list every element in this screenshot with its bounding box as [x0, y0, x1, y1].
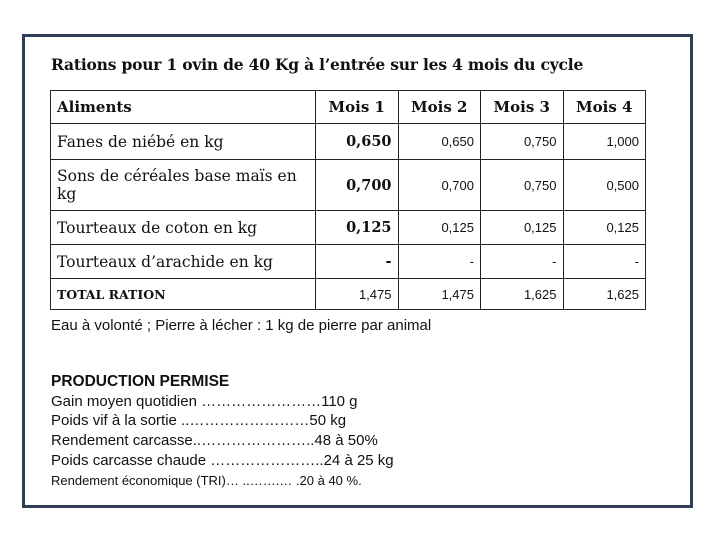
- cell-mois-1: -: [316, 245, 399, 279]
- cell-mois-1: 0,700: [316, 160, 399, 211]
- row-aliment: Tourteaux d’arachide en kg: [51, 245, 316, 279]
- cell-total-mois-4: 1,625: [563, 279, 646, 310]
- water-note: Eau à volonté ; Pierre à lécher : 1 kg de pierre par animal: [51, 317, 432, 334]
- table-row: [51, 160, 646, 211]
- header-aliments: Aliments: [51, 91, 316, 124]
- row-aliment: Tourteaux de coton en kg: [51, 211, 316, 245]
- cell-mois-3: -: [481, 245, 564, 279]
- table-row: [51, 124, 646, 160]
- header-mois-1: Mois 1: [316, 91, 399, 124]
- cell-mois-3: 0,750: [481, 160, 564, 211]
- cell-mois-4: -: [563, 245, 646, 279]
- cell-mois-1: 0,125: [316, 211, 399, 245]
- production-line: Poids carcasse chaude …………………..24 à 25 kg: [51, 452, 394, 469]
- table-header-row: [51, 91, 646, 124]
- cell-mois-2: 0,125: [398, 211, 481, 245]
- page-title: Rations pour 1 ovin de 40 Kg à l’entrée sur les 4 mois du cycle: [51, 55, 584, 74]
- cell-total-mois-2: 1,475: [398, 279, 481, 310]
- production-title: PRODUCTION PERMISE: [51, 373, 230, 390]
- cell-mois-3: 0,125: [481, 211, 564, 245]
- production-line: Poids vif à la sortie ..……………………50 kg: [51, 412, 347, 429]
- document-frame: [22, 34, 693, 508]
- table-total-row: [51, 279, 646, 310]
- cell-mois-4: 0,125: [563, 211, 646, 245]
- production-line: Rendement carcasse..…………………..48 à 50%: [51, 432, 378, 449]
- production-line: Rendement économique (TRI)… ..…….… .20 à 40 %.: [51, 473, 362, 488]
- cell-mois-4: 1,000: [563, 124, 646, 160]
- cell-mois-2: 0,700: [398, 160, 481, 211]
- row-aliment: Fanes de niébé en kg: [51, 124, 316, 160]
- table-row: [51, 245, 646, 279]
- cell-mois-4: 0,500: [563, 160, 646, 211]
- row-aliment: Sons de céréales base maïs en kg: [51, 160, 316, 211]
- header-mois-2: Mois 2: [398, 91, 481, 124]
- table-row: [51, 211, 646, 245]
- cell-mois-3: 0,750: [481, 124, 564, 160]
- cell-mois-2: 0,650: [398, 124, 481, 160]
- row-total-label: TOTAL RATION: [51, 279, 316, 310]
- cell-mois-2: -: [398, 245, 481, 279]
- production-line: Gain moyen quotidien ……………………110 g: [51, 393, 358, 410]
- header-mois-4: Mois 4: [563, 91, 646, 124]
- cell-total-mois-3: 1,625: [481, 279, 564, 310]
- header-mois-3: Mois 3: [481, 91, 564, 124]
- cell-mois-1: 0,650: [316, 124, 399, 160]
- cell-total-mois-1: 1,475: [316, 279, 399, 310]
- ration-table: [50, 90, 646, 310]
